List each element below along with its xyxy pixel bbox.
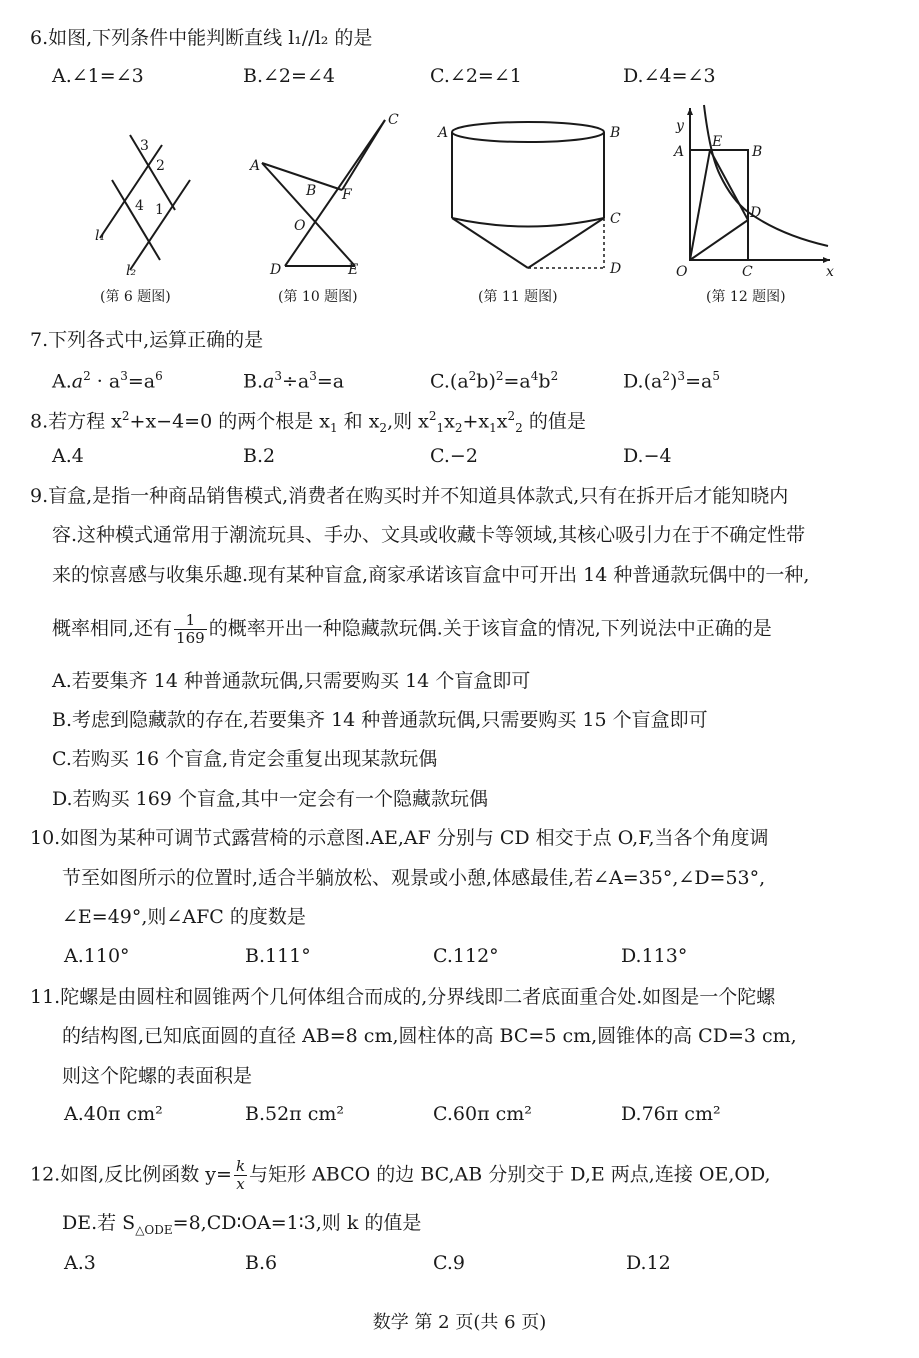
q12-line-2: DE.若 $S_{\triangle ODE}=8,CD∶OA=1∶3$,则 k 的值是 <box>62 1212 422 1237</box>
q7-option-a: $A.a^2 \cdot a^3=a^6$ <box>52 369 163 393</box>
q7-option-c: $C.(a^2b)^2=a^4b^2$ <box>430 369 559 393</box>
fig10-diagram <box>250 108 410 278</box>
fig10-label-o: O <box>294 218 306 234</box>
q7-stem: 7.下列各式中,运算正确的是 <box>30 329 264 351</box>
q6-option-d: D.∠4=∠3 <box>623 65 716 87</box>
q9-option-a: A.若要集齐 14 种普通款玩偶,只需要购买 14 个盲盒即可 <box>52 670 531 692</box>
fig10-label-b: B <box>306 183 317 199</box>
fig6-caption: (第 6 题图) <box>100 289 171 305</box>
q10-line-1: 10.如图为某种可调节式露营椅的示意图.AE,AF 分别与 CD 相交于点 O,F,当各个角度调 <box>30 827 769 849</box>
q10-option-a: A.110° <box>64 945 130 967</box>
page-footer: 数学 第 2 页(共 6 页) <box>372 1312 547 1333</box>
fig6-label-2: 2 <box>156 158 165 174</box>
fig11-caption: (第 11 题图) <box>478 289 558 305</box>
fig12-label-o: O <box>676 264 688 280</box>
q9-option-c: C.若购买 16 个盲盒,肯定会重复出现某款玩偶 <box>52 748 438 770</box>
q12-line-1: 12.如图,反比例函数 y= $\frac{k}{x}$ 与矩形 ABCO 的边 BC,AB 分别交于 D,E 两点,连接 OE,OD, <box>30 1157 771 1193</box>
fig10-label-c: C <box>388 112 399 128</box>
q9-line-3: 来的惊喜感与收集乐趣.现有某种盲盒,商家承诺该盲盒中可开出 14 种普通款玩偶中的一种, <box>52 564 810 586</box>
q6-stem: 6.如图,下列条件中能判断直线 l₁//l₂ 的是 <box>30 27 373 49</box>
q12-option-d: D.12 <box>626 1252 671 1274</box>
fig11-diagram <box>436 115 626 275</box>
fig12-label-d: D <box>750 205 762 221</box>
q6-option-a: A.∠1=∠3 <box>52 65 144 87</box>
fig11-label-a: A <box>438 125 449 141</box>
q10-option-c: C.112° <box>433 945 499 967</box>
fig10-caption: (第 10 题图) <box>278 289 358 305</box>
q6-option-c: C.∠2=∠1 <box>430 65 522 87</box>
fig11-label-b: B <box>610 125 621 141</box>
fig12-label-a: A <box>674 144 685 160</box>
q12-option-c: C.9 <box>433 1252 465 1274</box>
fig6-label-3: 3 <box>140 138 149 154</box>
q11-line-2: 的结构图,已知底面圆的直径 AB=8 cm,圆柱体的高 BC=5 cm,圆锥体的高 CD=3 cm, <box>62 1025 797 1047</box>
q9-line-4: 概率相同,还有 $\frac{1}{169}$ 的概率开出一种隐藏款玩偶.关于该盲盒的情况,下列说法中正确的是 <box>52 611 772 647</box>
fig12-diagram <box>670 100 840 280</box>
fig12-label-c: C <box>742 264 753 280</box>
q7-option-d: $D.(a^2)^3=a^5$ <box>623 369 720 393</box>
fig10-label-d: D <box>270 262 282 278</box>
q12-option-a: A.3 <box>64 1252 96 1274</box>
q11-line-1: 11.陀螺是由圆柱和圆锥两个几何体组合而成的,分界线即二者底面重合处.如图是一个陀螺 <box>30 986 776 1008</box>
fig10-label-f: F <box>342 187 352 203</box>
q9-option-d: D.若购买 169 个盲盒,其中一定会有一个隐藏款玩偶 <box>52 788 488 810</box>
fig6-label-1: 1 <box>155 202 164 218</box>
q10-line-2: 节至如图所示的位置时,适合半躺放松、观景或小憩,体感最佳,若∠A=35°,∠D=53°, <box>62 867 766 889</box>
q8-option-b: B.2 <box>243 445 276 467</box>
q7-option-b: $B.a^3\div a^3=a$ <box>243 369 345 393</box>
q9-line-1: 9.盲盒,是指一种商品销售模式,消费者在购买时并不知道具体款式,只有在拆开后才能知晓内 <box>30 485 789 507</box>
fig11-label-c: C <box>610 211 621 227</box>
fig12-label-x: x <box>826 264 834 280</box>
fig12-label-e: E <box>712 134 723 150</box>
fig10-label-a: A <box>250 158 261 174</box>
q8-option-d: D.−4 <box>623 445 672 467</box>
fig12-label-b: B <box>752 144 763 160</box>
fig12-label-y: y <box>676 118 684 134</box>
fig6-label-4: 4 <box>135 198 144 214</box>
q11-line-3: 则这个陀螺的表面积是 <box>62 1065 253 1087</box>
q8-option-c: C.−2 <box>430 445 478 467</box>
fig6-diagram <box>90 130 200 280</box>
q11-option-d: D.76π cm² <box>621 1103 721 1125</box>
fig11-label-d: D <box>610 261 622 277</box>
q8-option-a: A.4 <box>52 445 84 467</box>
fig10-label-e: E <box>348 262 359 278</box>
q11-option-b: B.52π cm² <box>245 1103 344 1125</box>
q12-fraction: $\frac{k}{x}$ <box>235 1157 246 1193</box>
q10-option-d: D.113° <box>621 945 688 967</box>
q11-option-c: C.60π cm² <box>433 1103 532 1125</box>
fig12-caption: (第 12 题图) <box>706 289 786 305</box>
q10-line-3: ∠E=49°,则∠AFC 的度数是 <box>62 906 306 928</box>
q11-option-a: A.40π cm² <box>64 1103 163 1125</box>
fig6-label-l2: l₂ <box>126 263 137 279</box>
q9-line-2: 容.这种模式通常用于潮流玩具、手办、文具或收藏卡等领域,其核心吸引力在于不确定性带 <box>52 524 806 546</box>
q9-fraction: $\frac{1}{169}$ <box>176 611 205 647</box>
q12-option-b: B.6 <box>245 1252 278 1274</box>
q6-option-b: B.∠2=∠4 <box>243 65 335 87</box>
q8-stem: 8.若方程 $x^2+x-4=0$ 的两个根是 $x_1$ 和 $x_2$,则 $x^2_1x_2+x_1x^2_2$ 的值是 <box>30 409 586 436</box>
fig6-label-l1: l₁ <box>95 228 106 244</box>
q9-option-b: B.考虑到隐藏款的存在,若要集齐 14 种普通款玩偶,只需要购买 15 个盲盒即可 <box>52 709 708 731</box>
q10-option-b: B.111° <box>245 945 311 967</box>
